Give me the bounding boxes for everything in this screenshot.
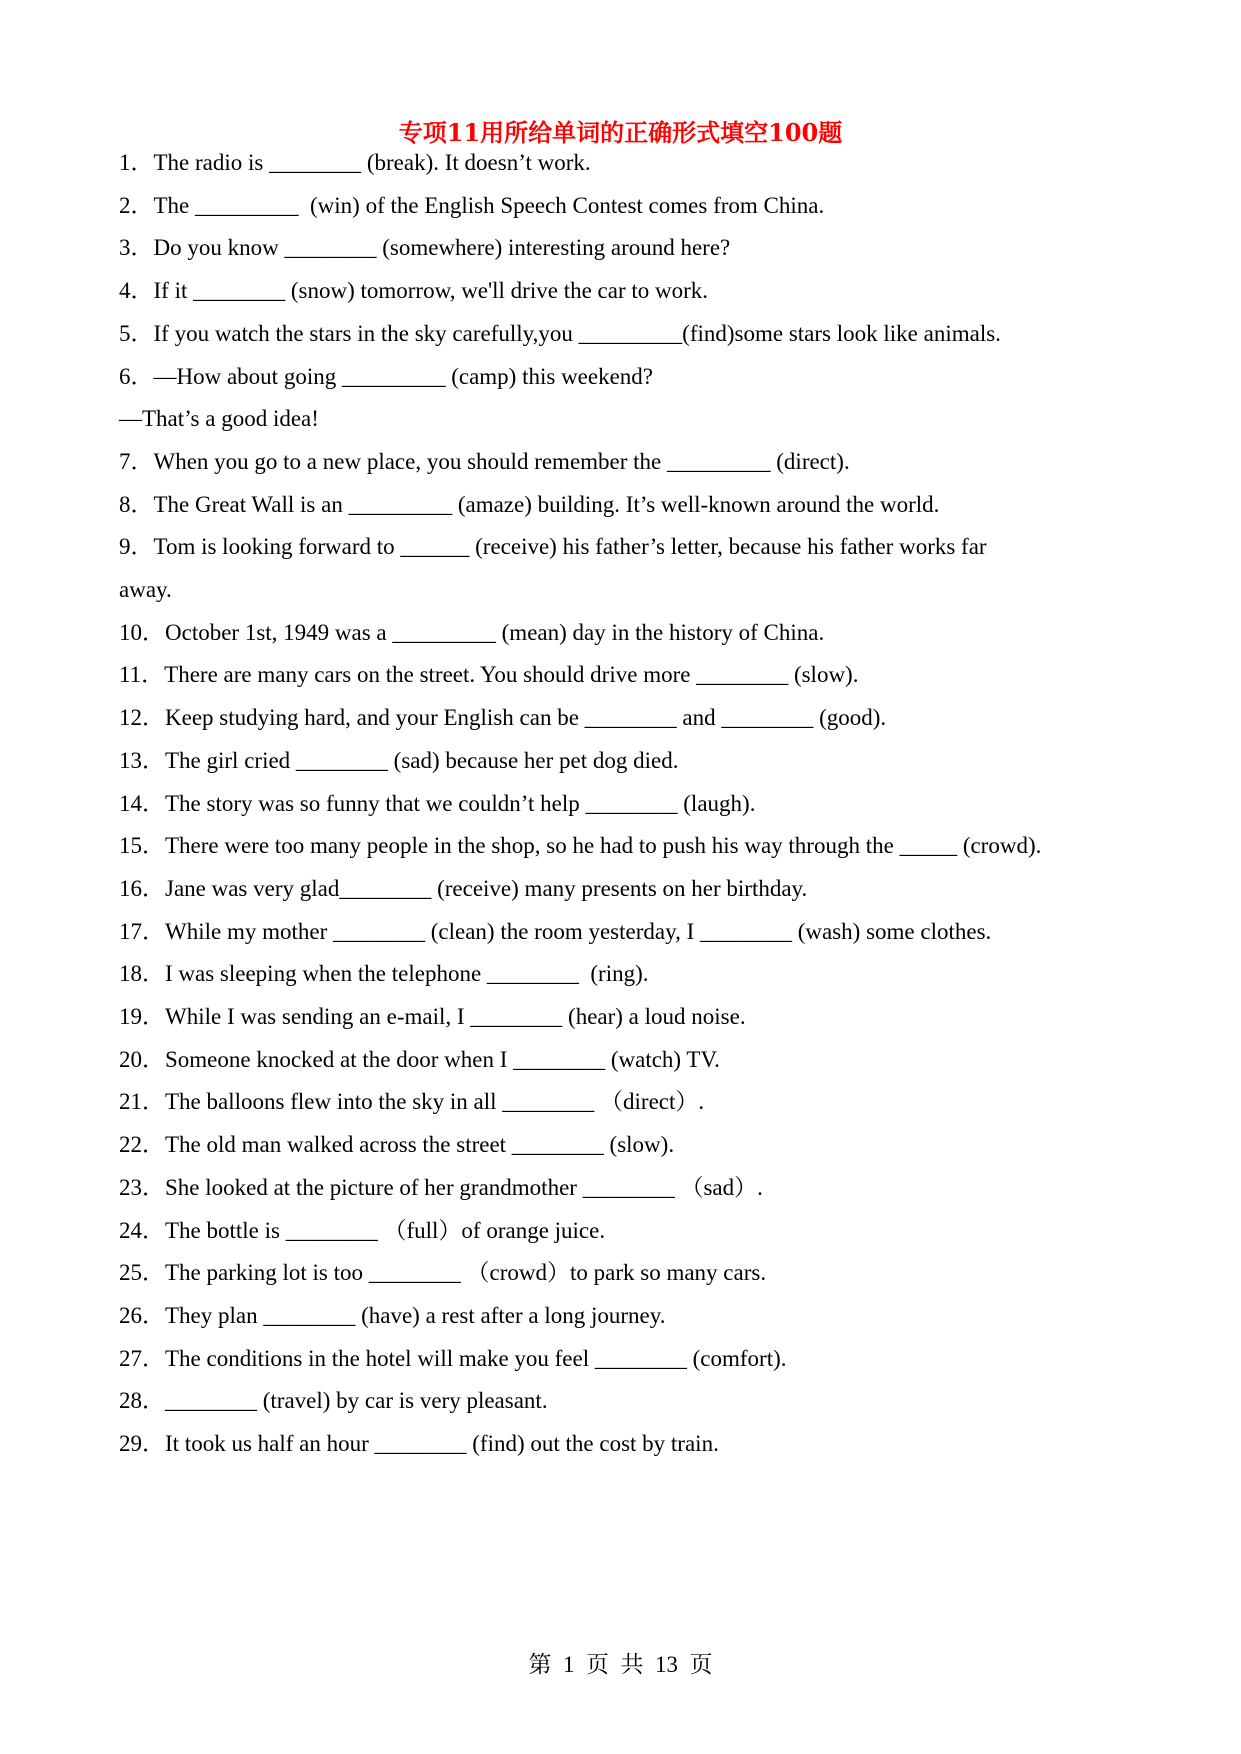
question-number: 1．	[119, 150, 154, 175]
question-text: Keep studying hard, and your English can be ________ and ________ (good).	[165, 705, 887, 731]
question-text: Tom is looking forward to ______ (receive) his father’s letter, because his father works far	[153, 534, 987, 560]
question-line	[119, 1130, 674, 1160]
question-line	[119, 789, 755, 819]
question-number: 12．	[119, 705, 165, 731]
page-title: 专项11用所给单词的正确形式填空100题	[398, 118, 843, 147]
question-number: 23．	[119, 1174, 165, 1200]
question-text: Jane was very glad________ (receive) many presents on her birthday.	[165, 875, 808, 901]
question-number: 2．	[119, 192, 154, 218]
question-text: The conditions in the hotel will make you feel ________ (comfort).	[165, 1345, 787, 1371]
question-text: I was sleeping when the telephone ________ (ring).	[165, 961, 649, 987]
question-line	[119, 148, 591, 178]
question-number: 20．	[119, 1046, 165, 1072]
question-text: If it ________ (snow) tomorrow, we'll drive the car to work.	[153, 278, 709, 304]
question-text: Someone knocked at the door when I ________ (watch) TV.	[165, 1046, 720, 1072]
question-number: 27．	[119, 1345, 165, 1371]
question-number: 3．	[119, 235, 154, 261]
question-line	[119, 1301, 666, 1331]
question-number: 7．	[119, 448, 154, 474]
question-text: October 1st, 1949 was a _________ (mean) day in the history of China.	[165, 619, 825, 645]
question-line	[119, 959, 649, 989]
question-number: 13．	[119, 747, 165, 773]
question-number: 25．	[119, 1260, 165, 1286]
question-text: —That’s a good idea!	[119, 406, 319, 432]
question-text: The balloons flew into the sky in all ________ （direct）.	[165, 1089, 705, 1115]
question-line	[119, 746, 679, 776]
question-line	[119, 1216, 605, 1246]
question-line	[119, 618, 824, 648]
question-text: The girl cried ________ (sad) because her pet dog died.	[165, 747, 679, 773]
question-text: The Great Wall is an _________ (amaze) building. It’s well-known around the world.	[153, 491, 940, 517]
page-footer: 第 1 页 共 13 页	[528, 1652, 713, 1677]
question-line	[119, 1045, 720, 1075]
question-line	[119, 1386, 548, 1416]
question-number: 15．	[119, 833, 165, 859]
question-line	[119, 917, 991, 947]
question-number: 6．	[119, 363, 154, 389]
question-text: It took us half an hour ________ (find) out the cost by train.	[165, 1431, 719, 1456]
question-number: 5．	[119, 320, 154, 346]
question-line	[119, 233, 730, 263]
question-text: The old man walked across the street ________ (slow).	[165, 1132, 675, 1158]
question-number: 4．	[119, 278, 154, 304]
question-text: They plan ________ (have) a rest after a long journey.	[165, 1302, 666, 1328]
question-number: 28．	[119, 1388, 165, 1414]
question-text: The radio is ________ (break). It doesn’t work.	[153, 150, 591, 175]
question-line	[119, 1429, 719, 1459]
question-line	[119, 703, 886, 733]
question-line	[119, 532, 987, 562]
question-text: away.	[119, 577, 172, 602]
question-text: She looked at the picture of her grandmother ________ （sad）.	[165, 1174, 763, 1200]
question-text: The bottle is ________ （full）of orange juice.	[165, 1217, 606, 1243]
question-text: Do you know ________ (somewhere) interesting around here?	[153, 235, 731, 261]
question-line	[119, 447, 850, 477]
question-number: 10．	[119, 619, 165, 645]
question-number: 8．	[119, 491, 154, 517]
question-number: 18．	[119, 961, 165, 987]
question-line	[119, 831, 1041, 861]
question-number: 17．	[119, 918, 165, 944]
question-text: The _________ (win) of the English Speech Contest comes from China.	[153, 192, 825, 218]
question-line	[119, 1173, 763, 1203]
question-text: There are many cars on the street. You should drive more ________ (slow).	[164, 662, 859, 688]
question-number: 19．	[119, 1004, 165, 1029]
question-line	[119, 874, 807, 904]
question-text: ________ (travel) by car is very pleasant.	[165, 1388, 548, 1414]
question-number: 24．	[119, 1217, 165, 1243]
question-text: The story was so funny that we couldn’t help ________ (laugh).	[165, 790, 756, 816]
question-line	[119, 191, 824, 221]
question-continuation-line	[119, 404, 319, 434]
question-line	[119, 1087, 704, 1117]
question-continuation-line	[119, 575, 172, 605]
question-number: 9．	[119, 534, 154, 560]
question-line	[119, 1258, 766, 1288]
question-text: There were too many people in the shop, so he had to push his way through the _____ (crowd).	[165, 833, 1042, 859]
question-text: The parking lot is too ________ （crowd）to park so many cars.	[165, 1260, 767, 1286]
question-line	[119, 362, 653, 392]
question-number: 26．	[119, 1302, 165, 1328]
question-text: When you go to a new place, you should remember the _________ (direct).	[153, 448, 850, 474]
question-line	[119, 1344, 787, 1374]
question-line	[119, 319, 1001, 349]
question-number: 29．	[119, 1431, 165, 1456]
question-line	[119, 490, 939, 520]
question-number: 14．	[119, 790, 165, 816]
question-line	[119, 1002, 746, 1032]
question-number: 16．	[119, 875, 165, 901]
question-number: 21．	[119, 1089, 165, 1115]
question-line	[119, 276, 708, 306]
question-text: —How about going _________ (camp) this weekend?	[153, 363, 654, 389]
question-number: 11．	[119, 662, 165, 688]
question-text: While I was sending an e-mail, I ________ (hear) a loud noise.	[165, 1004, 746, 1029]
question-text: If you watch the stars in the sky carefully,you _________(find)some stars look like animals.	[153, 320, 1001, 346]
question-number: 22．	[119, 1132, 165, 1158]
question-text: While my mother ________ (clean) the room yesterday, I ________ (wash) some clothes.	[165, 918, 992, 944]
question-line	[119, 660, 858, 690]
